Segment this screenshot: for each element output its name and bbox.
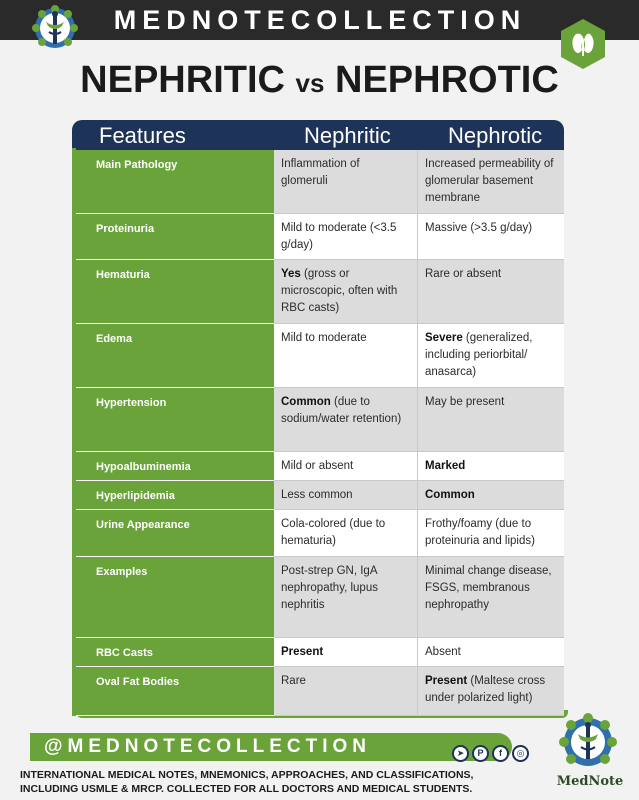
table-header [72, 120, 564, 150]
table-row [72, 557, 564, 638]
pinterest-icon[interactable]: P [472, 745, 489, 762]
nephritic-cell: Mild to moderate (<3.5 g/day) [274, 214, 418, 260]
nephrotic-cell: Absent [418, 638, 564, 667]
table-row [72, 481, 564, 510]
feature-label: Hypertension [72, 388, 274, 452]
nephritic-cell: Post-strep GN, IgA nephropathy, lupus nephritis [274, 557, 418, 638]
nephritic-cell: Cola-colored (due to hematuria) [274, 510, 418, 557]
brand-title: MEDNOTECOLLECTION [113, 5, 527, 35]
telegram-icon[interactable]: ➤ [452, 745, 469, 762]
feature-label: Edema [72, 324, 274, 388]
title-nephrotic: NEPHROTIC [335, 59, 559, 101]
table-row [72, 667, 564, 716]
nephrotic-cell: Rare or absent [418, 260, 564, 324]
comparison-table [72, 120, 564, 716]
feature-label: Examples [72, 557, 274, 638]
logo-label: MedNote [556, 774, 624, 789]
table-row [72, 452, 564, 481]
nephrotic-cell: Marked [418, 452, 564, 481]
feature-label: Oval Fat Bodies [72, 667, 274, 716]
feature-label: Hematuria [72, 260, 274, 324]
nephrotic-cell: Present (Maltese cross under polarized light) [418, 667, 564, 716]
feature-label: RBC Casts [72, 638, 274, 667]
title-nephritic: NEPHRITIC [80, 59, 285, 101]
nephrotic-cell: May be present [418, 388, 564, 452]
header-features: Features [99, 123, 186, 148]
feature-label: Proteinuria [72, 214, 274, 260]
table-row [72, 260, 564, 324]
mednote-logo-icon [22, 4, 88, 54]
feature-label: Main Pathology [72, 150, 274, 214]
table-row [72, 150, 564, 214]
table-row [72, 214, 564, 260]
page-title [0, 58, 639, 105]
nephritic-cell: Common (due to sodium/water retention) [274, 388, 418, 452]
instagram-icon[interactable]: ◎ [512, 745, 529, 762]
table-row [72, 510, 564, 557]
nephritic-cell: Mild to moderate [274, 324, 418, 388]
nephritic-cell: Present [274, 638, 418, 667]
table-row [72, 324, 564, 388]
nephrotic-cell: Minimal change disease, FSGS, membranous nephropathy [418, 557, 564, 638]
nephritic-cell: Rare [274, 667, 418, 716]
mednote-logo-icon [552, 712, 624, 774]
nephrotic-cell: Frothy/foamy (due to proteinuria and lipids) [418, 510, 564, 557]
footer-description [20, 768, 490, 796]
nephritic-cell: Less common [274, 481, 418, 510]
nephrotic-cell: Increased permeability of glomerular basement membrane [418, 150, 564, 214]
footer-line-2: INCLUDING USMLE & MRCP. COLLECTED FOR ALL DOCTORS AND MEDICAL STUDENTS. [20, 783, 473, 795]
nephrotic-cell: Common [418, 481, 564, 510]
footer-line-1: INTERNATIONAL MEDICAL NOTES, MNEMONICS, APPROACHES, AND CLASSIFICATIONS, [20, 769, 474, 781]
header-nephritic: Nephritic [304, 123, 391, 148]
facebook-icon[interactable]: f [492, 745, 509, 762]
social-handle[interactable]: @MEDNOTECOLLECTION [44, 736, 372, 757]
nephritic-cell: Mild or absent [274, 452, 418, 481]
feature-label: Hyperlipidemia [72, 481, 274, 510]
feature-label: Hypoalbuminemia [72, 452, 274, 481]
table-row [72, 638, 564, 667]
nephritic-cell: Inflammation of glomeruli [274, 150, 418, 214]
nephritic-cell: Yes (gross or microscopic, often with RBC casts) [274, 260, 418, 324]
table-row [72, 388, 564, 452]
feature-label: Urine Appearance [72, 510, 274, 557]
nephrotic-cell: Massive (>3.5 g/day) [418, 214, 564, 260]
header-nephrotic: Nephrotic [448, 123, 543, 148]
title-vs: vs [295, 68, 325, 98]
nephrotic-cell: Severe (generalized, including periorbital/ anasarca) [418, 324, 564, 388]
